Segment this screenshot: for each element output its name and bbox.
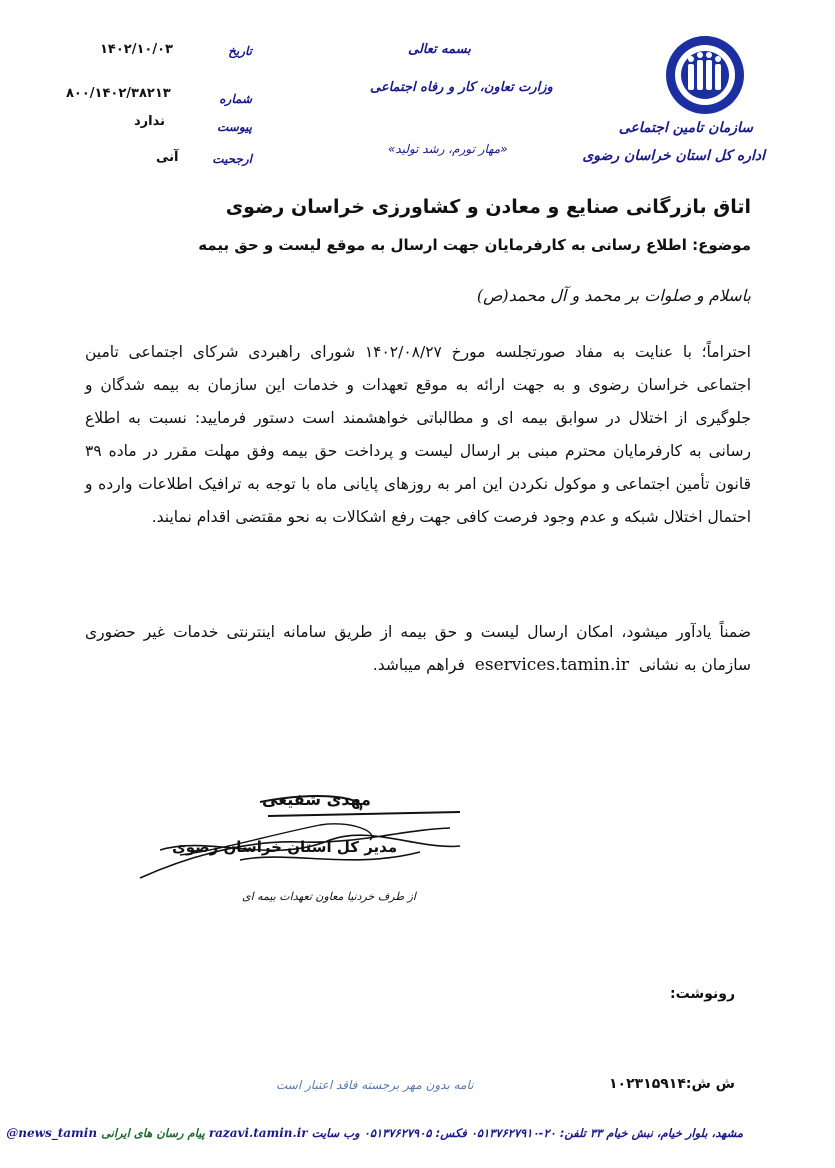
org-name: سازمان تامین اجتماعی [618,120,753,136]
addressee: اتاق بازرگانی صنایع و معادن و کشاورزی خراسان رضوی [225,196,751,218]
number-label: شماره [219,92,252,106]
org-unit: اداره کل استان خراسان رضوی [582,148,765,164]
signatory-name: مهدی شفیعی [262,790,371,809]
ministry-name: وزارت تعاون، کار و رفاه اجتماعی [370,80,553,95]
paragraph-2-end: فراهم میباشد. [372,656,465,674]
eservices-link[interactable]: eservices.tamin.ir [474,655,629,675]
footer-address: مشهد، بلوار خیام، نبش خیام ۳۳ تلفن: ۲۰-۰۵۱۳۷۶۲۷۹۱۰ فکس: ۰۵۱۳۷۶۲۷۹۰۵ وب سایت [311,1126,743,1140]
body-paragraph-1: احتراماً؛ با عنایت به مفاد صورتجلسه مورخ ۱۴۰۲/۰۸/۲۷ شورای راهبردی شرکای اجتماعی تامین اجتماعی خراسان رضوی و به جهت ارائه به موقع تعهدات و خدمات این سازمان به بیمه شدگان و جلوگیری از اختلال در سوابق بیمه ای و مطالباتی خواهشمند است دستور فرمایید: نسبت به اطلاع رسانی به کارفرمایان محترم مبنی بر ارسال لیست و پرداخت حق بیمه وفق مهلت مقرر در ماده ۳۹ قانون تأمین اجتماعی و موکول نکردن این امر به روزهای پایانی ماه با توجه به ترافیک اطلاعات وارده و احتمال اختلال شبکه و عدم وجود فرصت کافی جهت رفع اشکالات به نحو مقتضی اقدام نمایند. [85,343,751,526]
document-code: ش ش:۱۰۲۳۱۵۹۱۴ [608,1076,735,1092]
paragraph-2-text: ضمناً یادآور میشود، امکان ارسال لیست و حق بیمه از طریق سامانه اینترنتی خدمات غیر حضوری سازمان به نشانی [85,623,751,674]
date-value: ۱۴۰۲/۱۰/۰۳ [100,42,173,57]
website-link[interactable]: razavi.tamin.ir [208,1126,308,1140]
on-behalf-note: از طرف خردنیا معاون تعهدات بیمه ای [242,890,416,903]
bismillah: بسمه تعالی [408,42,471,57]
social-handle[interactable]: @news_tamin [6,1126,98,1140]
validity-note: نامه بدون مهر برجسته فاقد اعتبار است [276,1078,474,1092]
attachment-value: ندارد [134,114,166,129]
date-label: تاریخ [228,44,252,58]
tamin-logo-icon [664,34,746,116]
messenger-label: پیام رسان های ایرانی [101,1126,205,1140]
number-value: ۸۰۰/۱۴۰۲/۳۸۲۱۳ [66,86,171,101]
body-paragraph-2 [85,616,751,682]
footer [6,1126,743,1140]
slogan: «مهار تورم، رشد تولید» [388,142,508,156]
cc-label: رونوشت: [670,986,735,1002]
subject-line: موضوع: اطلاع رسانی به کارفرمایان جهت ارسال به موقع لیست و حق بیمه [198,236,751,254]
greeting: باسلام و صلوات بر محمد و آل محمد(ص) [476,286,751,305]
urgency-value: آنی [156,150,179,165]
signatory-title: مدیر کل استان خراسان رضوی [172,838,398,856]
urgency-label: ارجحیت [212,152,252,166]
attachment-label: پیوست [217,120,252,134]
